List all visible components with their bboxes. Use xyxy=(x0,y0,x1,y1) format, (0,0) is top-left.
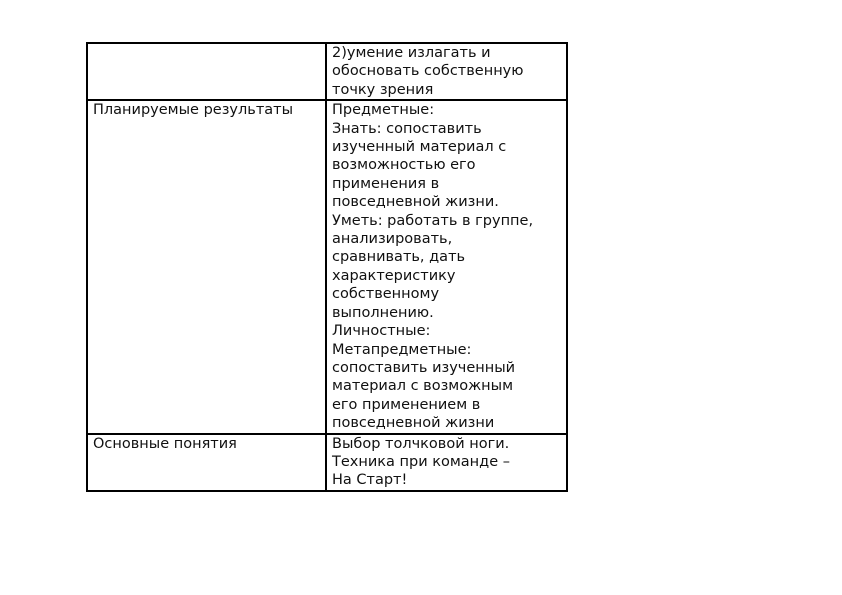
content-line: Предметные: xyxy=(332,102,435,119)
content-line: сопоставить изученный xyxy=(332,359,516,376)
content-line: повседневной жизни. xyxy=(332,194,499,211)
row-content-cell xyxy=(326,100,567,433)
row-label xyxy=(93,44,321,99)
content-line: выполнению. xyxy=(332,304,434,321)
row-content-cell xyxy=(326,43,567,100)
row-label-cell xyxy=(87,434,326,491)
content-line: материал с возможным xyxy=(332,378,514,395)
content-line: Техника при команде – xyxy=(332,453,510,470)
content-line: собственному xyxy=(332,286,440,303)
content-line: Уметь: работать в группе, xyxy=(332,212,534,229)
content-line: обосновать собственную xyxy=(332,63,524,80)
content-line: сравнивать, дать xyxy=(332,249,466,266)
content-line: анализировать, xyxy=(332,231,453,248)
content-line: Знать: сопоставить xyxy=(332,120,482,137)
content-line: точку зрения xyxy=(332,81,434,98)
content-line: Личностные: xyxy=(332,323,431,340)
content-line: характеристику xyxy=(332,267,456,284)
table-row xyxy=(87,100,567,433)
content-line: 2)умение излагать и xyxy=(332,45,491,61)
content-line: изученный материал с xyxy=(332,139,507,156)
lesson-plan-table xyxy=(86,42,568,492)
content-line: применения в xyxy=(332,175,440,192)
content-line: повседневной жизни xyxy=(332,415,495,432)
content-line: возможностью его xyxy=(332,157,476,174)
row-label: Основные понятия xyxy=(93,435,237,452)
content-line: Метапредметные: xyxy=(332,341,472,358)
content-line: его применением в xyxy=(332,396,481,413)
content-line: Выбор толчковой ноги. xyxy=(332,435,510,452)
table-row xyxy=(87,434,567,491)
table-row xyxy=(87,43,567,100)
content-line: На Старт! xyxy=(332,472,408,489)
row-label: Планируемые результаты xyxy=(93,102,294,119)
row-label-cell xyxy=(87,100,326,433)
row-content-cell xyxy=(326,434,567,491)
row-label-cell xyxy=(87,43,326,100)
